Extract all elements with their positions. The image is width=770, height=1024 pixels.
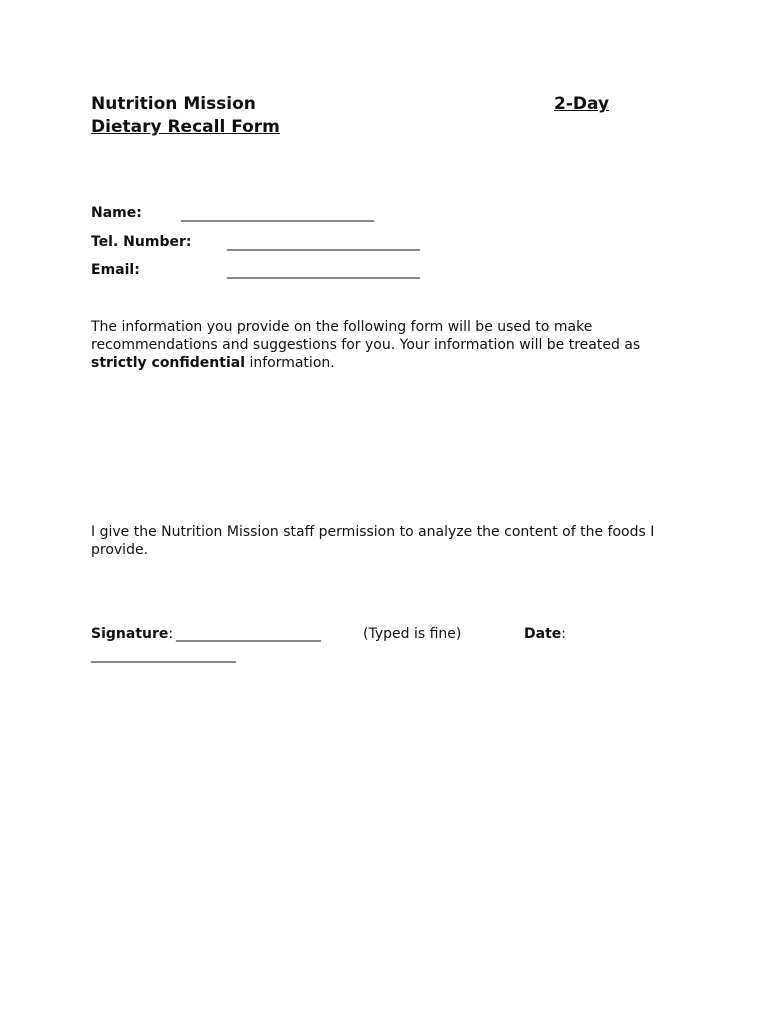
signature-colon: :: [168, 626, 174, 642]
name-field[interactable]: ________________________________: [181, 206, 373, 222]
name-label: Name:: [91, 205, 142, 221]
date-row: [524, 626, 566, 642]
tel-label: Tel. Number:: [91, 234, 192, 250]
confidentiality-text-end: information.: [245, 355, 335, 371]
signature-field[interactable]: ________________________: [176, 626, 320, 642]
confidentiality-text: The information you provide on the following form will be used to make recommendations and suggestions for you. Your information will be treated as: [91, 319, 641, 353]
date-colon: :: [561, 626, 566, 642]
signature-row: [91, 626, 173, 642]
form-title-line2: Dietary Recall Form: [91, 117, 280, 137]
date-label: Date: [524, 626, 562, 642]
tel-field[interactable]: ________________________________: [227, 235, 419, 251]
confidentiality-emphasis: strictly confidential: [91, 355, 245, 371]
signature-note: (Typed is fine): [363, 626, 462, 642]
date-field[interactable]: ________________________: [91, 647, 235, 663]
form-title-line1: Nutrition Mission: [91, 94, 256, 114]
email-field[interactable]: ________________________________: [227, 263, 419, 279]
confidentiality-paragraph: [91, 318, 661, 372]
email-label: Email:: [91, 262, 140, 278]
signature-label: Signature: [91, 626, 169, 642]
permission-paragraph: I give the Nutrition Mission staff permission to analyze the content of the foods I provide.: [91, 524, 655, 558]
form-title-duration: 2-Day: [554, 94, 610, 114]
